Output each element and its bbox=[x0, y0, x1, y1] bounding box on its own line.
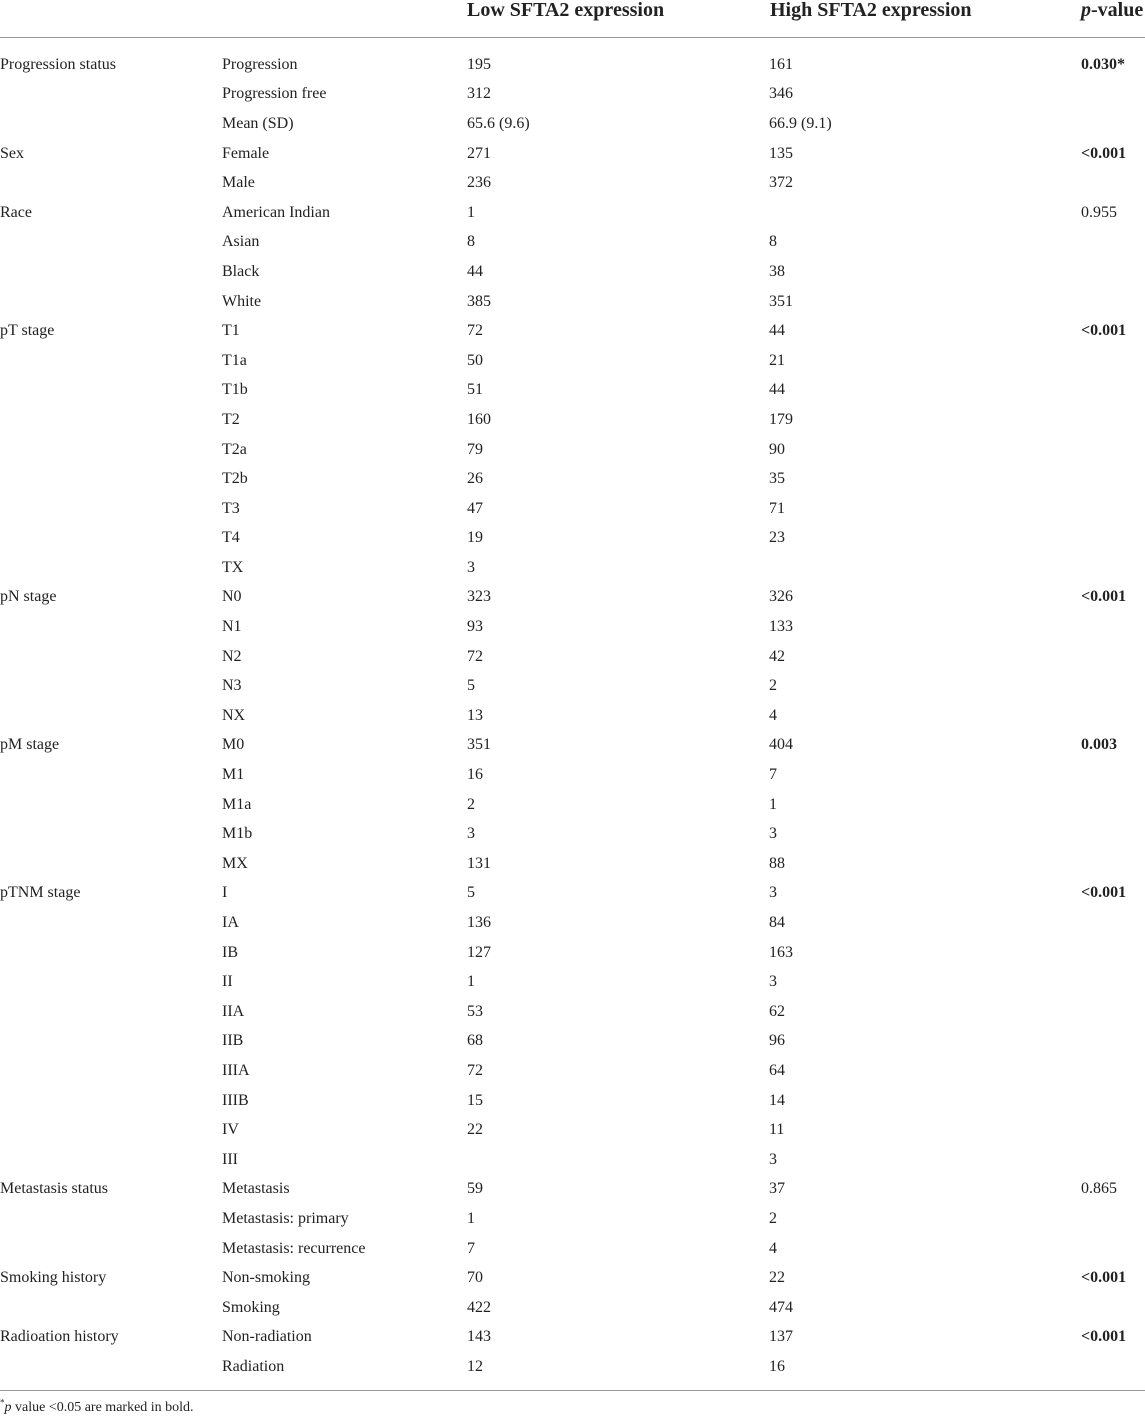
high-expression-cell: 22 bbox=[769, 1269, 785, 1287]
p-value-cell bbox=[1081, 524, 1145, 554]
subgroup-cell: I bbox=[222, 884, 228, 902]
table-row bbox=[0, 1352, 1145, 1382]
category-cell: pTNM stage bbox=[0, 884, 81, 902]
category-cell bbox=[0, 346, 222, 376]
table-row bbox=[0, 1263, 1145, 1293]
category-cell bbox=[0, 1086, 222, 1116]
high-expression-cell: 88 bbox=[769, 854, 785, 872]
category-cell bbox=[0, 1115, 222, 1145]
low-expression-cell: 1 bbox=[467, 1209, 475, 1227]
subgroup-cell: American Indian bbox=[222, 203, 330, 221]
high-expression-cell: 42 bbox=[769, 647, 785, 665]
table-row bbox=[0, 1204, 1145, 1234]
category-cell bbox=[0, 1204, 222, 1234]
table-row bbox=[0, 346, 1145, 376]
high-expression-cell: 37 bbox=[769, 1180, 785, 1198]
table-row bbox=[0, 139, 1145, 169]
footnote-text: value <0.05 are marked in bold. bbox=[11, 1400, 194, 1415]
category-cell bbox=[0, 938, 222, 968]
high-expression-cell: 179 bbox=[769, 410, 793, 428]
subgroup-cell: IIA bbox=[222, 1002, 245, 1020]
category-cell bbox=[0, 908, 222, 938]
p-value-cell bbox=[1081, 168, 1145, 198]
category-cell bbox=[0, 553, 222, 583]
category-cell bbox=[0, 168, 222, 198]
low-expression-cell: 16 bbox=[467, 766, 483, 784]
category-cell: pM stage bbox=[0, 736, 60, 754]
subgroup-cell: IA bbox=[222, 914, 239, 932]
category-cell bbox=[0, 257, 222, 287]
subgroup-cell: M0 bbox=[222, 736, 245, 754]
high-expression-cell bbox=[769, 553, 1081, 583]
subgroup-cell: Smoking bbox=[222, 1298, 280, 1316]
high-expression-cell: 3 bbox=[769, 884, 777, 902]
low-expression-cell: 271 bbox=[467, 144, 491, 162]
subgroup-cell: IIIB bbox=[222, 1091, 249, 1109]
p-value-cell bbox=[1081, 671, 1145, 701]
p-value-cell bbox=[1081, 967, 1145, 997]
low-expression-cell: 160 bbox=[467, 410, 491, 428]
high-expression-cell: 84 bbox=[769, 914, 785, 932]
table-row bbox=[0, 1323, 1145, 1353]
footnote bbox=[0, 1397, 194, 1416]
p-value-cell: 0.955 bbox=[1081, 203, 1117, 221]
subgroup-cell: Mean (SD) bbox=[222, 114, 294, 132]
table-row bbox=[0, 435, 1145, 465]
category-cell bbox=[0, 997, 222, 1027]
table-row bbox=[0, 316, 1145, 346]
p-value-cell bbox=[1081, 849, 1145, 879]
subgroup-cell: IIB bbox=[222, 1032, 244, 1050]
low-expression-cell: 1 bbox=[467, 973, 475, 991]
high-expression-cell: 4 bbox=[769, 706, 777, 724]
subgroup-cell: III bbox=[222, 1150, 238, 1168]
p-value-cell bbox=[1081, 109, 1145, 139]
category-cell bbox=[0, 1145, 222, 1175]
table-row bbox=[0, 1175, 1145, 1205]
header-low-expression: Low SFTA2 expression bbox=[467, 0, 665, 21]
table-row bbox=[0, 1086, 1145, 1116]
high-expression-cell: 44 bbox=[769, 322, 785, 340]
category-cell: Smoking history bbox=[0, 1269, 107, 1287]
category-cell: Radioation history bbox=[0, 1328, 119, 1346]
high-expression-cell: 16 bbox=[769, 1357, 785, 1375]
low-expression-cell: 351 bbox=[467, 736, 491, 754]
high-expression-cell: 14 bbox=[769, 1091, 785, 1109]
category-cell bbox=[0, 376, 222, 406]
low-expression-cell: 68 bbox=[467, 1032, 483, 1050]
high-expression-cell bbox=[769, 198, 1081, 228]
high-expression-cell: 326 bbox=[769, 588, 793, 606]
subgroup-cell: N0 bbox=[222, 588, 242, 606]
table-row bbox=[0, 701, 1145, 731]
table-row bbox=[0, 228, 1145, 258]
table-row bbox=[0, 1234, 1145, 1264]
subgroup-cell: IB bbox=[222, 943, 238, 961]
p-value-cell bbox=[1081, 1056, 1145, 1086]
category-cell bbox=[0, 849, 222, 879]
p-value-cell bbox=[1081, 997, 1145, 1027]
high-expression-cell: 351 bbox=[769, 292, 793, 310]
p-value-cell bbox=[1081, 642, 1145, 672]
p-value-cell bbox=[1081, 938, 1145, 968]
p-value-cell bbox=[1081, 1086, 1145, 1116]
p-value-cell bbox=[1081, 80, 1145, 110]
high-expression-cell: 96 bbox=[769, 1032, 785, 1050]
high-expression-cell: 2 bbox=[769, 1209, 777, 1227]
p-value-cell bbox=[1081, 346, 1145, 376]
subgroup-cell: NX bbox=[222, 706, 246, 724]
p-value-cell bbox=[1081, 435, 1145, 465]
p-value-cell bbox=[1081, 1352, 1145, 1382]
table-row bbox=[0, 287, 1145, 317]
p-value-cell bbox=[1081, 790, 1145, 820]
high-expression-cell: 135 bbox=[769, 144, 793, 162]
p-value-cell bbox=[1081, 553, 1145, 583]
table-row bbox=[0, 997, 1145, 1027]
header-p-rest: -value bbox=[1091, 0, 1144, 21]
table-row bbox=[0, 642, 1145, 672]
p-value-cell: <0.001 bbox=[1081, 144, 1127, 162]
low-expression-cell: 13 bbox=[467, 706, 483, 724]
category-cell bbox=[0, 494, 222, 524]
high-expression-cell: 3 bbox=[769, 973, 777, 991]
low-expression-cell: 72 bbox=[467, 647, 483, 665]
subgroup-cell: T1b bbox=[222, 381, 248, 399]
subgroup-cell: M1 bbox=[222, 766, 245, 784]
p-value-cell: <0.001 bbox=[1081, 1328, 1127, 1346]
subgroup-cell: MX bbox=[222, 854, 248, 872]
low-expression-cell: 5 bbox=[467, 677, 475, 695]
subgroup-cell: Progression bbox=[222, 55, 298, 73]
p-value-cell bbox=[1081, 1234, 1145, 1264]
low-expression-cell: 26 bbox=[467, 470, 483, 488]
low-expression-cell: 2 bbox=[467, 795, 475, 813]
category-cell: Progression status bbox=[0, 55, 116, 73]
category-cell bbox=[0, 1234, 222, 1264]
table-row bbox=[0, 376, 1145, 406]
high-expression-cell: 11 bbox=[769, 1121, 785, 1139]
table-row bbox=[0, 405, 1145, 435]
low-expression-cell: 15 bbox=[467, 1091, 483, 1109]
low-expression-cell: 127 bbox=[467, 943, 491, 961]
category-cell bbox=[0, 287, 222, 317]
table-row bbox=[0, 879, 1145, 909]
low-expression-cell: 72 bbox=[467, 1061, 483, 1079]
table-row bbox=[0, 908, 1145, 938]
low-expression-cell: 131 bbox=[467, 854, 491, 872]
category-cell bbox=[0, 642, 222, 672]
low-expression-cell: 136 bbox=[467, 914, 491, 932]
subgroup-cell: T2 bbox=[222, 410, 240, 428]
table-row bbox=[0, 494, 1145, 524]
category-cell bbox=[0, 80, 222, 110]
category-cell bbox=[0, 612, 222, 642]
high-expression-cell: 474 bbox=[769, 1298, 793, 1316]
high-expression-cell: 404 bbox=[769, 736, 793, 754]
p-value-cell bbox=[1081, 1293, 1145, 1323]
category-cell bbox=[0, 228, 222, 258]
table-row bbox=[0, 849, 1145, 879]
low-expression-cell: 422 bbox=[467, 1298, 491, 1316]
table-row bbox=[0, 671, 1145, 701]
category-cell bbox=[0, 967, 222, 997]
p-value-cell: <0.001 bbox=[1081, 1269, 1127, 1287]
high-expression-cell: 3 bbox=[769, 1150, 777, 1168]
category-cell bbox=[0, 701, 222, 731]
p-value-cell bbox=[1081, 819, 1145, 849]
table-row bbox=[0, 583, 1145, 613]
p-value-cell bbox=[1081, 464, 1145, 494]
low-expression-cell: 53 bbox=[467, 1002, 483, 1020]
subgroup-cell: TX bbox=[222, 558, 244, 576]
p-value-cell bbox=[1081, 612, 1145, 642]
category-cell bbox=[0, 1027, 222, 1057]
table-row bbox=[0, 1145, 1145, 1175]
table-row bbox=[0, 819, 1145, 849]
low-expression-cell: 8 bbox=[467, 233, 475, 251]
bottom-rule bbox=[0, 1390, 1145, 1391]
subgroup-cell: M1a bbox=[222, 795, 252, 813]
table-row bbox=[0, 524, 1145, 554]
subgroup-cell: Metastasis bbox=[222, 1180, 290, 1198]
category-cell: Metastasis status bbox=[0, 1180, 108, 1198]
header-high-expression: High SFTA2 expression bbox=[770, 0, 972, 21]
footnote-star: * bbox=[0, 1397, 5, 1408]
low-expression-cell: 72 bbox=[467, 322, 483, 340]
table-row bbox=[0, 553, 1145, 583]
table-row bbox=[0, 1056, 1145, 1086]
p-value-cell bbox=[1081, 1115, 1145, 1145]
table-row bbox=[0, 731, 1145, 761]
table-row bbox=[0, 109, 1145, 139]
high-expression-cell: 7 bbox=[769, 766, 777, 784]
subgroup-cell: Non-smoking bbox=[222, 1269, 310, 1287]
high-expression-cell: 38 bbox=[769, 262, 785, 280]
low-expression-cell: 44 bbox=[467, 262, 483, 280]
category-cell bbox=[0, 1056, 222, 1086]
low-expression-cell: 385 bbox=[467, 292, 491, 310]
category-cell bbox=[0, 1352, 222, 1382]
subgroup-cell: Metastasis: primary bbox=[222, 1209, 349, 1227]
low-expression-cell: 12 bbox=[467, 1357, 483, 1375]
p-value-cell bbox=[1081, 701, 1145, 731]
p-value-cell bbox=[1081, 494, 1145, 524]
low-expression-cell: 236 bbox=[467, 174, 491, 192]
table-row bbox=[0, 938, 1145, 968]
subgroup-cell: T4 bbox=[222, 529, 240, 547]
subgroup-cell: T3 bbox=[222, 499, 240, 517]
category-cell bbox=[0, 760, 222, 790]
low-expression-cell: 312 bbox=[467, 85, 491, 103]
low-expression-cell: 323 bbox=[467, 588, 491, 606]
high-expression-cell: 137 bbox=[769, 1328, 793, 1346]
subgroup-cell: Female bbox=[222, 144, 270, 162]
low-expression-cell: 7 bbox=[467, 1239, 475, 1257]
p-value-cell bbox=[1081, 760, 1145, 790]
high-expression-cell: 23 bbox=[769, 529, 785, 547]
p-value-cell bbox=[1081, 1145, 1145, 1175]
p-value-cell: 0.003 bbox=[1081, 736, 1117, 754]
subgroup-cell: Black bbox=[222, 262, 260, 280]
table-row bbox=[0, 1115, 1145, 1145]
p-value-cell bbox=[1081, 908, 1145, 938]
high-expression-cell: 346 bbox=[769, 85, 793, 103]
footnote-p: p bbox=[4, 1400, 12, 1415]
table-row bbox=[0, 790, 1145, 820]
low-expression-cell: 50 bbox=[467, 351, 483, 369]
subgroup-cell: N3 bbox=[222, 677, 242, 695]
low-expression-cell: 1 bbox=[467, 203, 475, 221]
table-row bbox=[0, 198, 1145, 228]
p-value-cell: <0.001 bbox=[1081, 588, 1127, 606]
category-cell bbox=[0, 671, 222, 701]
table-row bbox=[0, 464, 1145, 494]
low-expression-cell: 59 bbox=[467, 1180, 483, 1198]
high-expression-cell: 2 bbox=[769, 677, 777, 695]
subgroup-cell: II bbox=[222, 973, 233, 991]
high-expression-cell: 133 bbox=[769, 618, 793, 636]
low-expression-cell: 195 bbox=[467, 55, 491, 73]
table-row bbox=[0, 760, 1145, 790]
category-cell bbox=[0, 405, 222, 435]
subgroup-cell: Asian bbox=[222, 233, 260, 251]
subgroup-cell: T2a bbox=[222, 440, 247, 458]
subgroup-cell: IIIA bbox=[222, 1061, 250, 1079]
high-expression-cell: 3 bbox=[769, 825, 777, 843]
low-expression-cell: 47 bbox=[467, 499, 483, 517]
table-row bbox=[0, 50, 1145, 80]
p-value-cell bbox=[1081, 228, 1145, 258]
subgroup-cell: T1 bbox=[222, 322, 240, 340]
subgroup-cell: Progression free bbox=[222, 85, 327, 103]
subgroup-cell: T1a bbox=[222, 351, 247, 369]
high-expression-cell: 163 bbox=[769, 943, 793, 961]
category-cell bbox=[0, 790, 222, 820]
p-value-cell bbox=[1081, 257, 1145, 287]
header-rule bbox=[0, 37, 1145, 38]
sfta2-clinical-table bbox=[0, 50, 1145, 1382]
high-expression-cell: 1 bbox=[769, 795, 777, 813]
high-expression-cell: 90 bbox=[769, 440, 785, 458]
p-value-cell bbox=[1081, 376, 1145, 406]
table-row bbox=[0, 612, 1145, 642]
low-expression-cell: 143 bbox=[467, 1328, 491, 1346]
p-value-cell bbox=[1081, 405, 1145, 435]
category-cell: pN stage bbox=[0, 588, 57, 606]
subgroup-cell: IV bbox=[222, 1121, 239, 1139]
low-expression-cell: 65.6 (9.6) bbox=[467, 114, 530, 132]
table-row bbox=[0, 1027, 1145, 1057]
category-cell bbox=[0, 1293, 222, 1323]
subgroup-cell: Radiation bbox=[222, 1357, 285, 1375]
high-expression-cell: 21 bbox=[769, 351, 785, 369]
category-cell: Sex bbox=[0, 144, 24, 162]
high-expression-cell: 71 bbox=[769, 499, 785, 517]
subgroup-cell: M1b bbox=[222, 825, 253, 843]
low-expression-cell: 3 bbox=[467, 825, 475, 843]
table-row bbox=[0, 257, 1145, 287]
low-expression-cell bbox=[467, 1145, 769, 1175]
category-cell bbox=[0, 819, 222, 849]
high-expression-cell: 64 bbox=[769, 1061, 785, 1079]
table-row bbox=[0, 967, 1145, 997]
low-expression-cell: 5 bbox=[467, 884, 475, 902]
subgroup-cell: Non-radiation bbox=[222, 1328, 312, 1346]
p-value-cell bbox=[1081, 1204, 1145, 1234]
category-cell bbox=[0, 524, 222, 554]
low-expression-cell: 93 bbox=[467, 618, 483, 636]
table-row bbox=[0, 80, 1145, 110]
low-expression-cell: 70 bbox=[467, 1269, 483, 1287]
category-cell: pT stage bbox=[0, 322, 55, 340]
high-expression-cell: 62 bbox=[769, 1002, 785, 1020]
subgroup-cell: N2 bbox=[222, 647, 242, 665]
p-value-cell: 0.865 bbox=[1081, 1180, 1117, 1198]
high-expression-cell: 66.9 (9.1) bbox=[769, 114, 832, 132]
subgroup-cell: N1 bbox=[222, 618, 242, 636]
subgroup-cell: Metastasis: recurrence bbox=[222, 1239, 366, 1257]
high-expression-cell: 35 bbox=[769, 470, 785, 488]
category-cell bbox=[0, 464, 222, 494]
category-cell: Race bbox=[0, 203, 32, 221]
high-expression-cell: 161 bbox=[769, 55, 793, 73]
high-expression-cell: 4 bbox=[769, 1239, 777, 1257]
p-value-cell bbox=[1081, 1027, 1145, 1057]
high-expression-cell: 372 bbox=[769, 174, 793, 192]
header-p-value bbox=[1081, 0, 1143, 20]
table-body bbox=[0, 50, 1145, 1382]
high-expression-cell: 8 bbox=[769, 233, 777, 251]
low-expression-cell: 22 bbox=[467, 1121, 483, 1139]
low-expression-cell: 51 bbox=[467, 381, 483, 399]
table-row bbox=[0, 1293, 1145, 1323]
high-expression-cell: 44 bbox=[769, 381, 785, 399]
low-expression-cell: 19 bbox=[467, 529, 483, 547]
subgroup-cell: T2b bbox=[222, 470, 248, 488]
category-cell bbox=[0, 109, 222, 139]
subgroup-cell: Male bbox=[222, 174, 255, 192]
p-value-cell: 0.030* bbox=[1081, 55, 1125, 73]
p-value-cell: <0.001 bbox=[1081, 884, 1127, 902]
p-value-cell: <0.001 bbox=[1081, 322, 1127, 340]
table-row bbox=[0, 168, 1145, 198]
p-value-cell bbox=[1081, 287, 1145, 317]
header-p-italic: p bbox=[1081, 0, 1091, 21]
category-cell bbox=[0, 435, 222, 465]
low-expression-cell: 79 bbox=[467, 440, 483, 458]
low-expression-cell: 3 bbox=[467, 558, 475, 576]
subgroup-cell: White bbox=[222, 292, 262, 310]
